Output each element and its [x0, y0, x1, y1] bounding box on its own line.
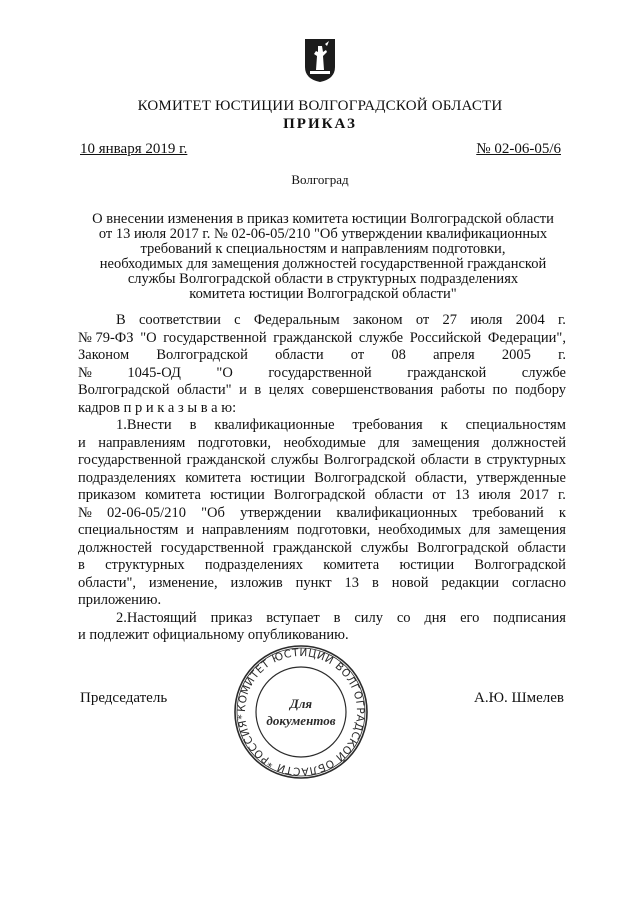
word: замещения	[498, 522, 566, 538]
word: г.	[557, 487, 566, 503]
word: "О	[216, 364, 233, 381]
word: государственной	[268, 364, 372, 381]
word: подразделениях	[204, 557, 303, 573]
word: В	[116, 312, 126, 328]
word: № 79-ФЗ	[78, 329, 134, 346]
word: утвержденные	[476, 469, 566, 486]
subject-line: от 13 июля 2017 г. № 02-06-05/210 "Об утверждении квалификационных	[98, 226, 548, 242]
document-date: 10 января 2019 г.	[80, 141, 188, 157]
word: силу	[354, 609, 384, 626]
body-line	[78, 417, 566, 435]
subject-line: комитета юстиции Волгоградской области"	[189, 286, 457, 302]
word: государственной	[160, 539, 265, 556]
official-seal	[232, 643, 370, 781]
word: специальностям	[465, 417, 566, 433]
subject-line: необходимых для замещения должностей государственной гражданской	[99, 256, 547, 272]
word: области	[374, 487, 424, 503]
word: законом	[352, 312, 403, 328]
word: 02-06-05/210	[107, 504, 186, 521]
word: для	[469, 522, 491, 538]
word: кадров п р и к а з ы в а ю:	[78, 399, 237, 416]
word: пункт	[295, 574, 332, 591]
word: "О	[140, 329, 157, 346]
word: №	[78, 364, 92, 381]
signer-position: Председатель	[80, 690, 168, 706]
word: вступает	[266, 609, 320, 626]
body-line	[78, 575, 566, 593]
coat-of-arms-icon	[303, 37, 337, 83]
body-line	[78, 540, 566, 558]
word: согласно	[511, 574, 566, 591]
word: Волгоградской	[273, 487, 366, 503]
word: специальностям	[78, 522, 179, 538]
word: гражданской	[273, 329, 353, 346]
word: Федерации",	[487, 329, 566, 346]
body-line	[78, 400, 566, 418]
document-subject	[76, 212, 570, 302]
word: и подлежит официальному опубликованию.	[78, 627, 349, 643]
word: 2005	[501, 347, 531, 363]
body-line	[78, 435, 566, 453]
word: 13	[454, 487, 470, 503]
word: области	[517, 539, 566, 556]
word: в	[371, 574, 379, 591]
body-line	[78, 505, 566, 523]
word: замещения	[411, 434, 480, 451]
word: структурных	[486, 452, 566, 468]
word: Волгоградской	[156, 347, 248, 363]
word: к	[440, 417, 448, 433]
word: области	[275, 347, 324, 363]
word: 08	[391, 347, 406, 363]
word: утверждении	[240, 504, 322, 521]
word: 2017	[519, 487, 549, 503]
word: юстиции	[250, 469, 306, 486]
seal-center-line2: документов	[266, 713, 336, 728]
word: совершенствования	[311, 382, 434, 398]
word: новой	[391, 574, 429, 591]
word: Федеральным	[253, 312, 340, 328]
word: Волгоградской	[323, 452, 416, 468]
word: приказом	[78, 487, 136, 503]
word: изложив	[230, 574, 283, 591]
word: в	[254, 382, 262, 398]
word: г.	[557, 312, 566, 328]
word: 13	[344, 574, 360, 591]
word: от	[415, 312, 430, 328]
word: для	[378, 434, 400, 451]
word: гражданской	[407, 364, 487, 381]
word: целях	[268, 382, 305, 398]
word: комитета	[323, 557, 380, 573]
document-type: ПРИКАЗ	[283, 116, 357, 132]
word: направлениям	[98, 434, 186, 451]
word: и	[239, 382, 247, 398]
word: необходимых	[378, 522, 462, 538]
seal-center-line1: Для	[289, 696, 313, 711]
word: направлениям	[201, 522, 290, 538]
word: должностей	[78, 539, 153, 556]
body-line	[78, 452, 566, 470]
word: области,	[415, 469, 468, 486]
word: "Об	[201, 504, 225, 521]
word: гражданской	[186, 452, 266, 468]
word: 2.Настоящий	[116, 609, 197, 626]
word: Волгоградской	[474, 557, 566, 573]
body-line	[78, 312, 566, 330]
organization-name: КОМИТЕТ ЮСТИЦИИ ВОЛГОГРАДСКОЙ ОБЛАСТИ	[137, 98, 503, 114]
word: юстиции	[399, 557, 455, 573]
word: подготовки,	[197, 434, 272, 451]
word: службы	[270, 452, 319, 468]
seal-ring-text: КОМИТЕТ ЮСТИЦИИ ВОЛГОГРАДСКОЙ ОБЛАСТИ *РОССИЯ*	[235, 646, 367, 778]
word: службе	[521, 364, 566, 381]
word: в	[333, 609, 341, 626]
word: и	[78, 434, 86, 451]
word: должностей	[491, 434, 566, 451]
word: службе	[358, 329, 404, 346]
word: подбору	[515, 382, 566, 398]
word: с	[234, 312, 241, 328]
word: апреля	[433, 347, 475, 363]
document-body	[78, 312, 566, 645]
word: государственной	[163, 329, 267, 346]
word: редакции	[441, 574, 500, 591]
word: и	[186, 522, 195, 538]
word: в	[189, 417, 197, 433]
word: необходимые	[283, 434, 366, 451]
word: службы	[360, 539, 409, 556]
word: Волгоградской	[314, 469, 406, 486]
word: дня	[424, 609, 447, 626]
body-line	[78, 487, 566, 505]
word: подписания	[493, 609, 566, 626]
word: квалификационные	[214, 417, 335, 433]
word: комитета	[144, 487, 201, 503]
word: области"	[177, 382, 232, 398]
word: к	[558, 504, 566, 521]
word: июля	[478, 487, 511, 503]
word: Волгоградской	[417, 539, 509, 556]
word: 1.Внести	[116, 417, 172, 433]
document-city: Волгоград	[291, 172, 349, 187]
subject-line: службы Волгоградской области в структурных подразделениях	[127, 271, 519, 287]
word: №	[78, 504, 92, 521]
word: в	[78, 557, 85, 573]
body-line	[78, 627, 566, 645]
word: квалификационных	[336, 504, 458, 521]
word: требований	[472, 504, 544, 521]
word: приказ	[210, 609, 253, 626]
word: подразделениях	[78, 469, 177, 486]
body-line	[78, 592, 566, 610]
word: по	[492, 382, 508, 398]
word: приложению.	[78, 592, 162, 608]
word: области",	[78, 574, 137, 591]
word: его	[460, 609, 480, 626]
word: в	[474, 452, 482, 468]
word: изменение,	[148, 574, 218, 591]
word: от	[350, 347, 365, 363]
word: гражданской	[272, 539, 352, 556]
word: Законом	[78, 347, 130, 363]
subject-line: О внесении изменения в приказ комитета юстиции Волгоградской области	[92, 211, 554, 227]
word: юстиции	[210, 487, 265, 503]
word: Российской	[409, 329, 482, 346]
word: со	[396, 609, 411, 626]
subject-line: требований к специальностям и направлениям подготовки,	[140, 241, 506, 257]
body-line	[78, 382, 566, 400]
word: 2004	[515, 312, 545, 328]
body-line	[78, 610, 566, 628]
body-line	[78, 330, 566, 348]
body-line	[78, 522, 566, 540]
word: соответствии	[138, 312, 221, 328]
word: структурных	[105, 557, 185, 573]
word: комитета	[185, 469, 242, 486]
word: требования	[352, 417, 423, 433]
word: Волгоградской	[78, 382, 170, 398]
word: 1045-ОД	[127, 364, 181, 381]
body-line	[78, 557, 566, 575]
word: подготовки,	[296, 522, 371, 538]
word: июля	[470, 312, 503, 328]
word: государственной	[78, 452, 182, 468]
document-number: № 02-06-05/6	[476, 141, 561, 157]
signer-name: А.Ю. Шмелев	[474, 690, 565, 706]
word: области	[420, 452, 470, 468]
body-line	[78, 365, 566, 383]
word: г.	[558, 347, 566, 363]
word: от	[432, 487, 446, 503]
body-line	[78, 347, 566, 365]
word: 27	[442, 312, 458, 328]
word: работы	[440, 382, 485, 398]
body-line	[78, 470, 566, 488]
